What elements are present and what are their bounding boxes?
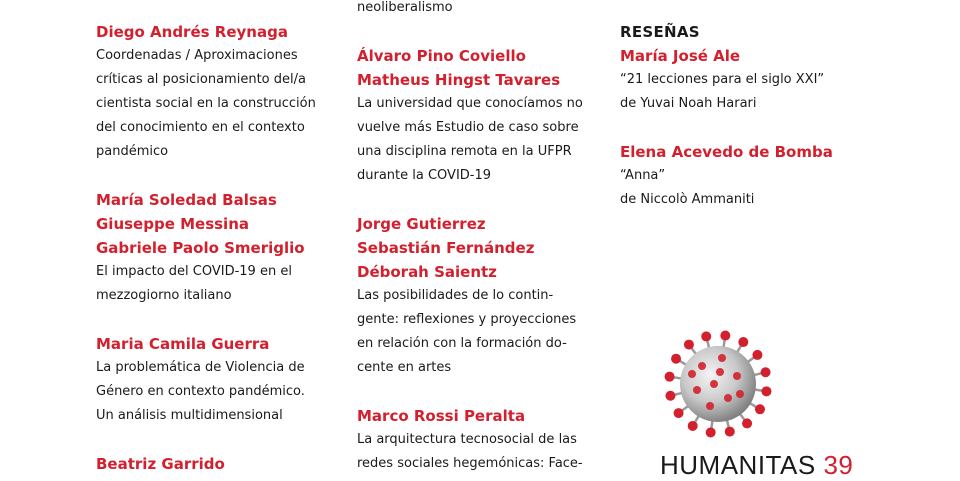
entry-title-line: durante la COVID-19 — [357, 168, 492, 183]
virus-spike-tip — [755, 404, 765, 414]
entry-title-line: redes sociales hegemónicas: Face- — [357, 456, 583, 471]
entry-author[interactable]: Beatriz Garrido — [96, 455, 225, 473]
entry-author[interactable]: Matheus Hingst Tavares — [357, 71, 561, 89]
virus-spike-tip — [752, 350, 762, 360]
entry-title-line: gente: reflexiones y proyecciones — [357, 312, 577, 327]
virus-surface-dot — [688, 370, 696, 378]
entry-title-line: una disciplina remota en la UFPR — [357, 144, 572, 159]
toc-column-2 — [357, 0, 597, 480]
entry-title-line: pandémico — [96, 144, 169, 159]
toc-column-1 — [96, 0, 336, 480]
entry-title-line: Las posibilidades de lo contin- — [357, 288, 554, 303]
reviews-column — [620, 0, 860, 320]
review-entry — [620, 44, 860, 116]
virus-spike-tip — [761, 386, 771, 396]
virus-surface-dot — [716, 368, 724, 376]
virus-surface-dot — [736, 390, 744, 398]
magazine-name: HUMANITAS — [660, 450, 816, 480]
entry-title-line: Un análisis multidimensional — [96, 408, 283, 423]
virus-spike-tip — [720, 331, 730, 341]
virus-spike-tip — [725, 427, 735, 437]
virus-spike-tip — [761, 367, 771, 377]
entry-author[interactable]: Gabriele Paolo Smeriglio — [96, 239, 305, 257]
entry-title-line: cente en artes — [357, 360, 452, 375]
entry-title-line: neoliberalismo — [357, 0, 453, 15]
virus-spike-tip — [671, 354, 681, 364]
virus-surface-dot — [710, 380, 718, 388]
toc-entry — [357, 404, 597, 476]
entry-author[interactable]: Jorge Gutierrez — [357, 215, 486, 233]
virus-surface-dot — [706, 402, 714, 410]
toc-entry — [357, 44, 597, 188]
review-author[interactable]: María José Ale — [620, 47, 741, 65]
review-book-author: de Yuvai Noah Harari — [620, 96, 757, 111]
toc-entry — [357, 0, 597, 20]
entry-title-line: críticas al posicionamiento del/a — [96, 72, 306, 87]
virus-surface-dot — [698, 362, 706, 370]
entry-author[interactable]: Giuseppe Messina — [96, 215, 250, 233]
issue-number: 39 — [823, 450, 854, 480]
magazine-footer — [660, 449, 853, 481]
review-book-title: “Anna” — [620, 168, 666, 183]
toc-entry — [96, 332, 336, 428]
virus-spike-tip — [665, 372, 675, 382]
virus-spike-tip — [684, 340, 694, 350]
entry-author[interactable]: Déborah Saientz — [357, 263, 497, 281]
entry-author[interactable]: María Soledad Balsas — [96, 191, 277, 209]
virus-spike-tip — [742, 418, 752, 428]
toc-entry — [96, 452, 336, 476]
virus-spike-tip — [688, 421, 698, 431]
virus-spike-tip — [738, 337, 748, 347]
section-heading: RESEÑAS — [620, 23, 700, 41]
toc-entry — [96, 20, 336, 164]
virus-surface-dot — [733, 372, 741, 380]
entry-title-line: Género en contexto pandémico. — [96, 384, 305, 399]
virus-surface-dot — [693, 386, 701, 394]
entry-title-line: vuelve más Estudio de caso sobre — [357, 120, 579, 135]
entry-author[interactable]: Maria Camila Guerra — [96, 335, 270, 353]
toc-entry — [96, 188, 336, 308]
entry-title-line: del conocimiento en el contexto — [96, 120, 305, 135]
virus-spike-tip — [674, 408, 684, 418]
review-author[interactable]: Elena Acevedo de Bomba — [620, 143, 833, 161]
toc-entry — [357, 212, 597, 380]
entry-title-line: La problemática de Violencia de — [96, 360, 305, 375]
virus-spike-tip — [706, 427, 716, 437]
entry-author[interactable]: Álvaro Pino Coviello — [357, 47, 526, 65]
entry-title-line: cientista social en la construcción — [96, 96, 316, 111]
entry-title-line: Coordenadas / Aproximaciones — [96, 48, 298, 63]
entry-author[interactable]: Marco Rossi Peralta — [357, 407, 526, 425]
virus-spike-tip — [665, 391, 675, 401]
review-entry — [620, 140, 860, 212]
virus-surface-dot — [718, 354, 726, 362]
entry-title-line: en relación con la formación do- — [357, 336, 567, 351]
virus-surface-dot — [724, 394, 732, 402]
entry-author[interactable]: Sebastián Fernández — [357, 239, 535, 257]
entry-title-line: La universidad que conocíamos no — [357, 96, 583, 111]
entry-title-line: El impacto del COVID-19 en el — [96, 264, 292, 279]
entry-title-line: La arquitectura tecnosocial de las — [357, 432, 577, 447]
virus-spike-tip — [701, 331, 711, 341]
entry-author[interactable]: Diego Andrés Reynaga — [96, 23, 288, 41]
coronavirus-icon — [662, 328, 774, 440]
entry-title-line: mezzogiorno italiano — [96, 288, 232, 303]
review-book-title: “21 lecciones para el siglo XXI” — [620, 72, 825, 87]
review-book-author: de Niccolò Ammaniti — [620, 192, 755, 207]
